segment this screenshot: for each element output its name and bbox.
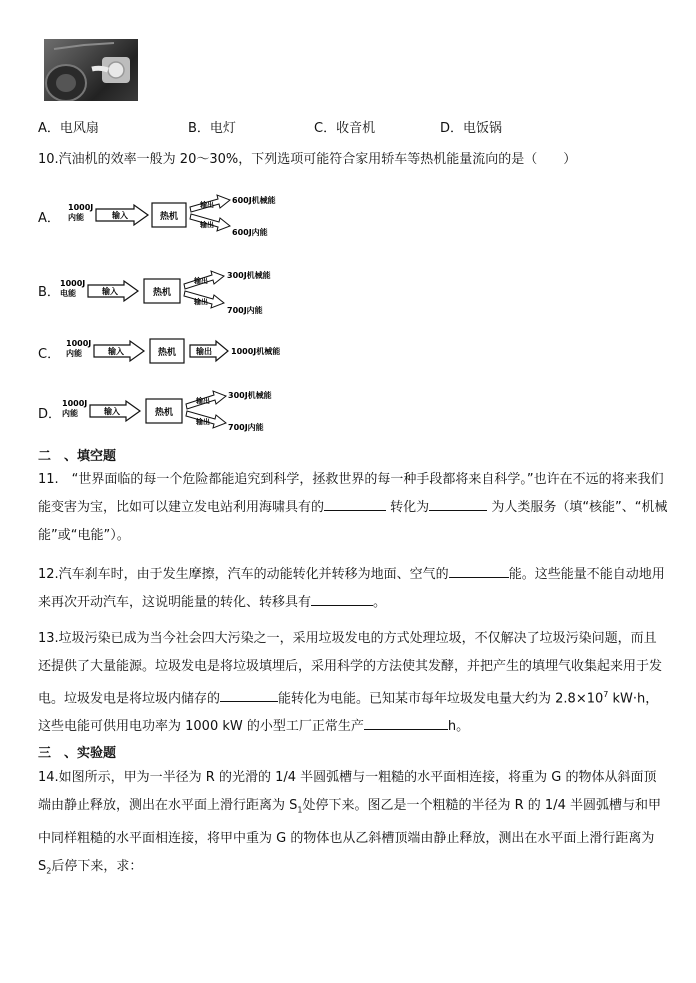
output-arrow-down-label: 输出 <box>196 418 210 426</box>
output-2-text: 600J内能 <box>232 228 268 237</box>
q11-blank-2[interactable] <box>429 496 487 511</box>
q12-blank-2[interactable] <box>311 591 373 606</box>
input-kind: 内能 <box>68 213 84 222</box>
section-experiment-title: 三 、实验题 <box>38 746 117 761</box>
input-arrow-label: 输入 <box>102 287 118 296</box>
q10-option-a-label: A． <box>38 211 60 226</box>
energy-flow-diagram-d <box>60 386 300 436</box>
output-arrow-up-label: 输出 <box>200 201 214 209</box>
q9-option-c: C．收音机 <box>314 121 376 136</box>
q11-text: 11. “世界面临的每一个危险都能追究到科学，拯救世界的每一种手段都将来自科学。”也许在不远的将来我们能变害为宝，比如可以建立发电站利用海啸具有的 转化为 为人类服务（填“核能”、“机械能”或“电能”）。 <box>38 472 668 543</box>
output-2-text: 700J内能 <box>227 306 263 315</box>
q10-option-d-label: D． <box>38 407 62 422</box>
output-arrow-down-label: 输出 <box>194 298 208 306</box>
input-kind: 内能 <box>62 409 78 418</box>
input-amount: 1000J <box>66 339 92 348</box>
input-arrow-label: 输入 <box>108 347 124 356</box>
q9-option-d: D．电饭锅 <box>440 121 503 136</box>
output-arrow-down-label: 输出 <box>200 221 214 229</box>
output-arrow-up-label: 输出 <box>196 397 210 405</box>
q9-option-b: B．电灯 <box>188 121 236 136</box>
output-2-text: 700J内能 <box>228 423 264 432</box>
engine-label: 热机 <box>158 348 177 358</box>
input-amount: 1000J <box>68 203 94 212</box>
q10-stem: 10.汽油机的效率一般为 20～30%，下列选项可能符合家用轿车等热机能量流向的是（ ） <box>38 152 577 167</box>
input-arrow-label: 输入 <box>104 407 120 416</box>
energy-flow-diagram-b <box>60 266 300 316</box>
input-amount: 1000J <box>62 399 88 408</box>
engine-label: 热机 <box>160 212 179 222</box>
output-1-text: 300J机械能 <box>228 391 272 400</box>
output-arrow-label: 输出 <box>196 347 212 356</box>
section-fill-in-title: 二 、填空题 <box>38 449 117 464</box>
engine-label: 热机 <box>155 408 174 418</box>
energy-flow-diagram-c <box>60 334 300 368</box>
q12-text: 12.汽车刹车时，由于发生摩擦，汽车的动能转化并转移为地面、空气的 能。这些能量不能自动地用来再次开动汽车，这说明能量的转化、转移具有 。 <box>38 561 668 617</box>
q10-option-b-label: B． <box>38 285 60 300</box>
charging-plug-illustration <box>44 39 138 101</box>
input-kind: 电能 <box>60 289 76 298</box>
charging-car-photo <box>44 39 138 101</box>
q12-blank-1[interactable] <box>449 563 509 578</box>
q14-text: 14.如图所示，甲为一半径为 R 的光滑的 1/4 半圆弧槽与一粗糙的水平面相连接，将重为 G 的物体从斜面顶端由静止释放，测出在水平面上滑行距离为 $S_1$处停下来。图乙是一个粗糙的半径为 R 的 1/4 半圆弧槽与和甲中同样粗糙的水平面相连接，将甲中重为 G 的物体也从乙斜槽顶端由静止释放，测出在水平面上滑行距离为 $S_2$后停下来，求： <box>38 770 661 876</box>
q13-text: 13.垃圾污染已成为当今社会四大污染之一，采用垃圾发电的方式处理垃圾，不仅解决了垃圾污染问题，而且还提供了大量能源。垃圾发电是将垃圾填埋后，采用科学的方法使其发酵，并把产生的填埋气收集起来用于发电。垃圾发电是将垃圾内储存的 能转化为电能。已知某市每年垃圾发电量大约为 $2.8\times 10^7$ kW·h，这些电能可供用电功率为 1000 kW 的小型工厂正常生产 h。 <box>38 631 663 735</box>
output-1-text: 300J机械能 <box>227 271 271 280</box>
input-amount: 1000J <box>60 279 86 288</box>
q11-blank-1[interactable] <box>324 496 386 511</box>
q13-blank-1[interactable] <box>220 687 278 702</box>
output-1-text: 1000J机械能 <box>231 347 281 356</box>
output-1-text: 600J机械能 <box>232 196 276 205</box>
engine-label: 热机 <box>153 288 172 298</box>
q9-option-a: A．电风扇 <box>38 121 99 136</box>
output-arrow-up-label: 输出 <box>194 277 208 285</box>
input-kind: 内能 <box>66 349 82 358</box>
q10-option-c-label: C． <box>38 347 61 362</box>
input-arrow-label: 输入 <box>112 211 128 220</box>
q13-blank-2[interactable] <box>364 715 448 730</box>
energy-flow-diagram-a <box>60 190 300 240</box>
